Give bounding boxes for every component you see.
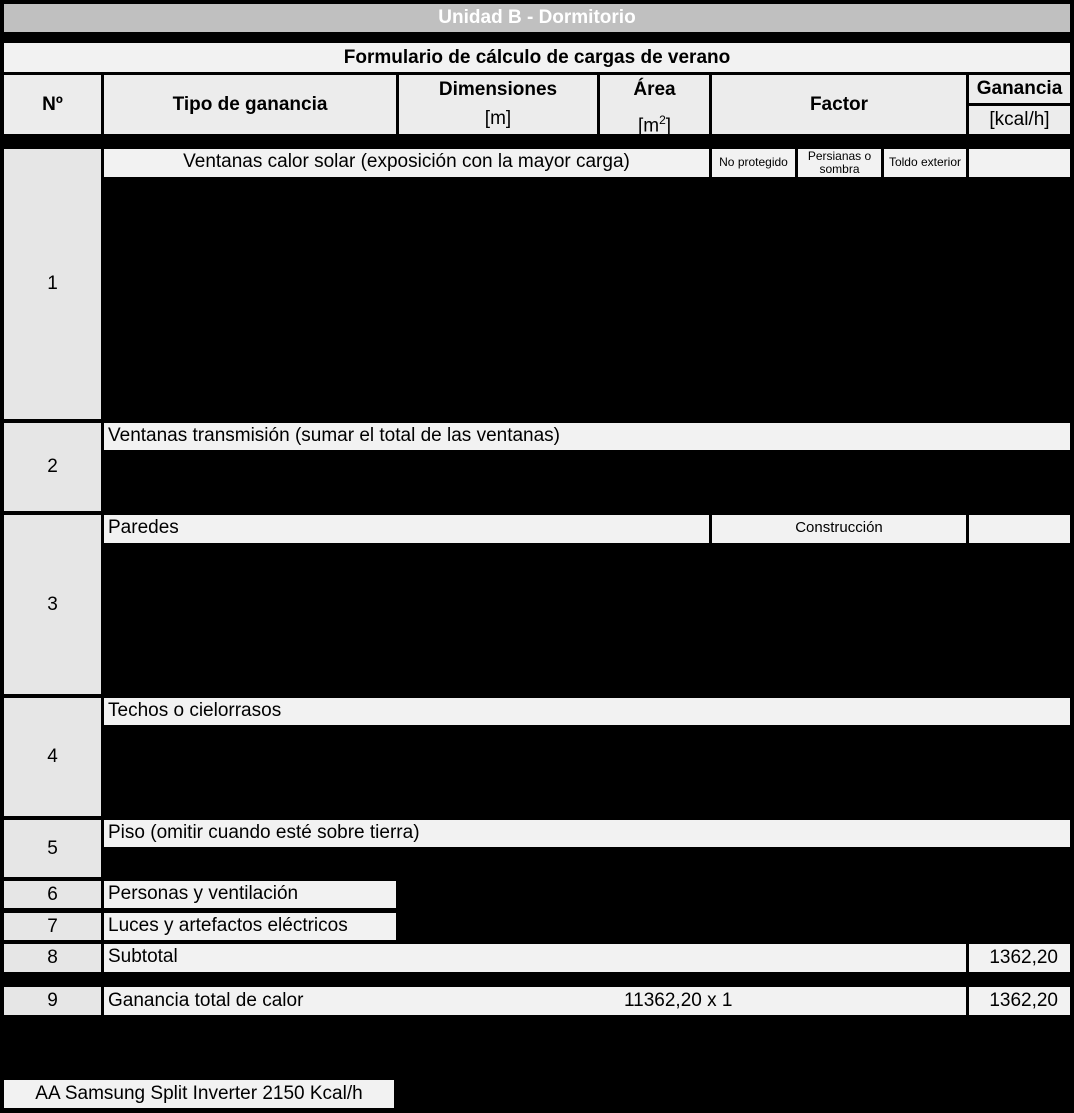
row-number-7: 7 (4, 913, 101, 940)
row-number-4: 4 (4, 698, 101, 816)
area-unit-sup: 2 (659, 113, 666, 127)
row-label-8: Subtotal (104, 944, 966, 972)
form-title: Formulario de cálculo de cargas de verano (4, 43, 1070, 72)
total-formula: 11362,20 x 1 (624, 990, 733, 1011)
header-dimensiones-unit: [m] (484, 108, 512, 129)
factor-construccion: Construcción (712, 515, 966, 543)
row-label-1: Ventanas calor solar (exposición con la mayor carga) (104, 149, 709, 177)
factor-toldo-label: Toldo exterior (888, 155, 962, 170)
subtotal-value[interactable]: 1362,20 (969, 944, 1070, 972)
row-label-2: Ventanas transmisión (sumar el total de las ventanas) (104, 423, 1070, 450)
factor-toldo-exterior (884, 149, 966, 177)
factor-persianas: Persianas o sombra (798, 149, 881, 177)
header-tipo: Tipo de ganancia (104, 75, 396, 134)
row-label-5: Piso (omitir cuando esté sobre tierra) (104, 820, 1070, 847)
header-dimensiones-label: Dimensiones (438, 79, 558, 100)
total-value[interactable]: 1362,20 (969, 987, 1070, 1015)
header-area-unit (600, 104, 709, 137)
area-unit-post: ] (665, 115, 672, 137)
row-number-2: 2 (4, 423, 101, 511)
row-label-3: Paredes (104, 515, 709, 543)
factor-no-protegido: No protegido (712, 149, 795, 177)
row-label-4: Techos o cielorrasos (104, 698, 1070, 725)
equipment-label: AA Samsung Split Inverter 2150 Kcal/h (4, 1080, 394, 1108)
row-number-1: 1 (4, 149, 101, 419)
row1-ganancia-cell[interactable] (969, 149, 1070, 177)
row-label-6: Personas y ventilación (104, 881, 396, 908)
row-number-6: 6 (4, 881, 101, 908)
row-number-5: 5 (4, 820, 101, 877)
row-label-9: Ganancia total de calor (108, 990, 304, 1011)
row3-ganancia-cell[interactable] (969, 515, 1070, 543)
row-number-8: 8 (4, 944, 101, 972)
header-ganancia-unit: [kcal/h] (969, 106, 1070, 134)
header-area-label: Área (633, 79, 676, 100)
row-9-cell (104, 987, 966, 1015)
row-number-9: 9 (4, 987, 101, 1015)
header-area (600, 75, 709, 137)
sheet-title: Unidad B - Dormitorio (4, 4, 1070, 32)
header-ganancia: Ganancia (969, 75, 1070, 103)
area-unit-pre: [m (637, 115, 660, 137)
row-label-7: Luces y artefactos eléctricos (104, 913, 396, 940)
header-dimensiones (399, 75, 597, 134)
row-number-3: 3 (4, 515, 101, 694)
header-factor: Factor (712, 75, 966, 134)
header-num: Nº (4, 75, 101, 134)
